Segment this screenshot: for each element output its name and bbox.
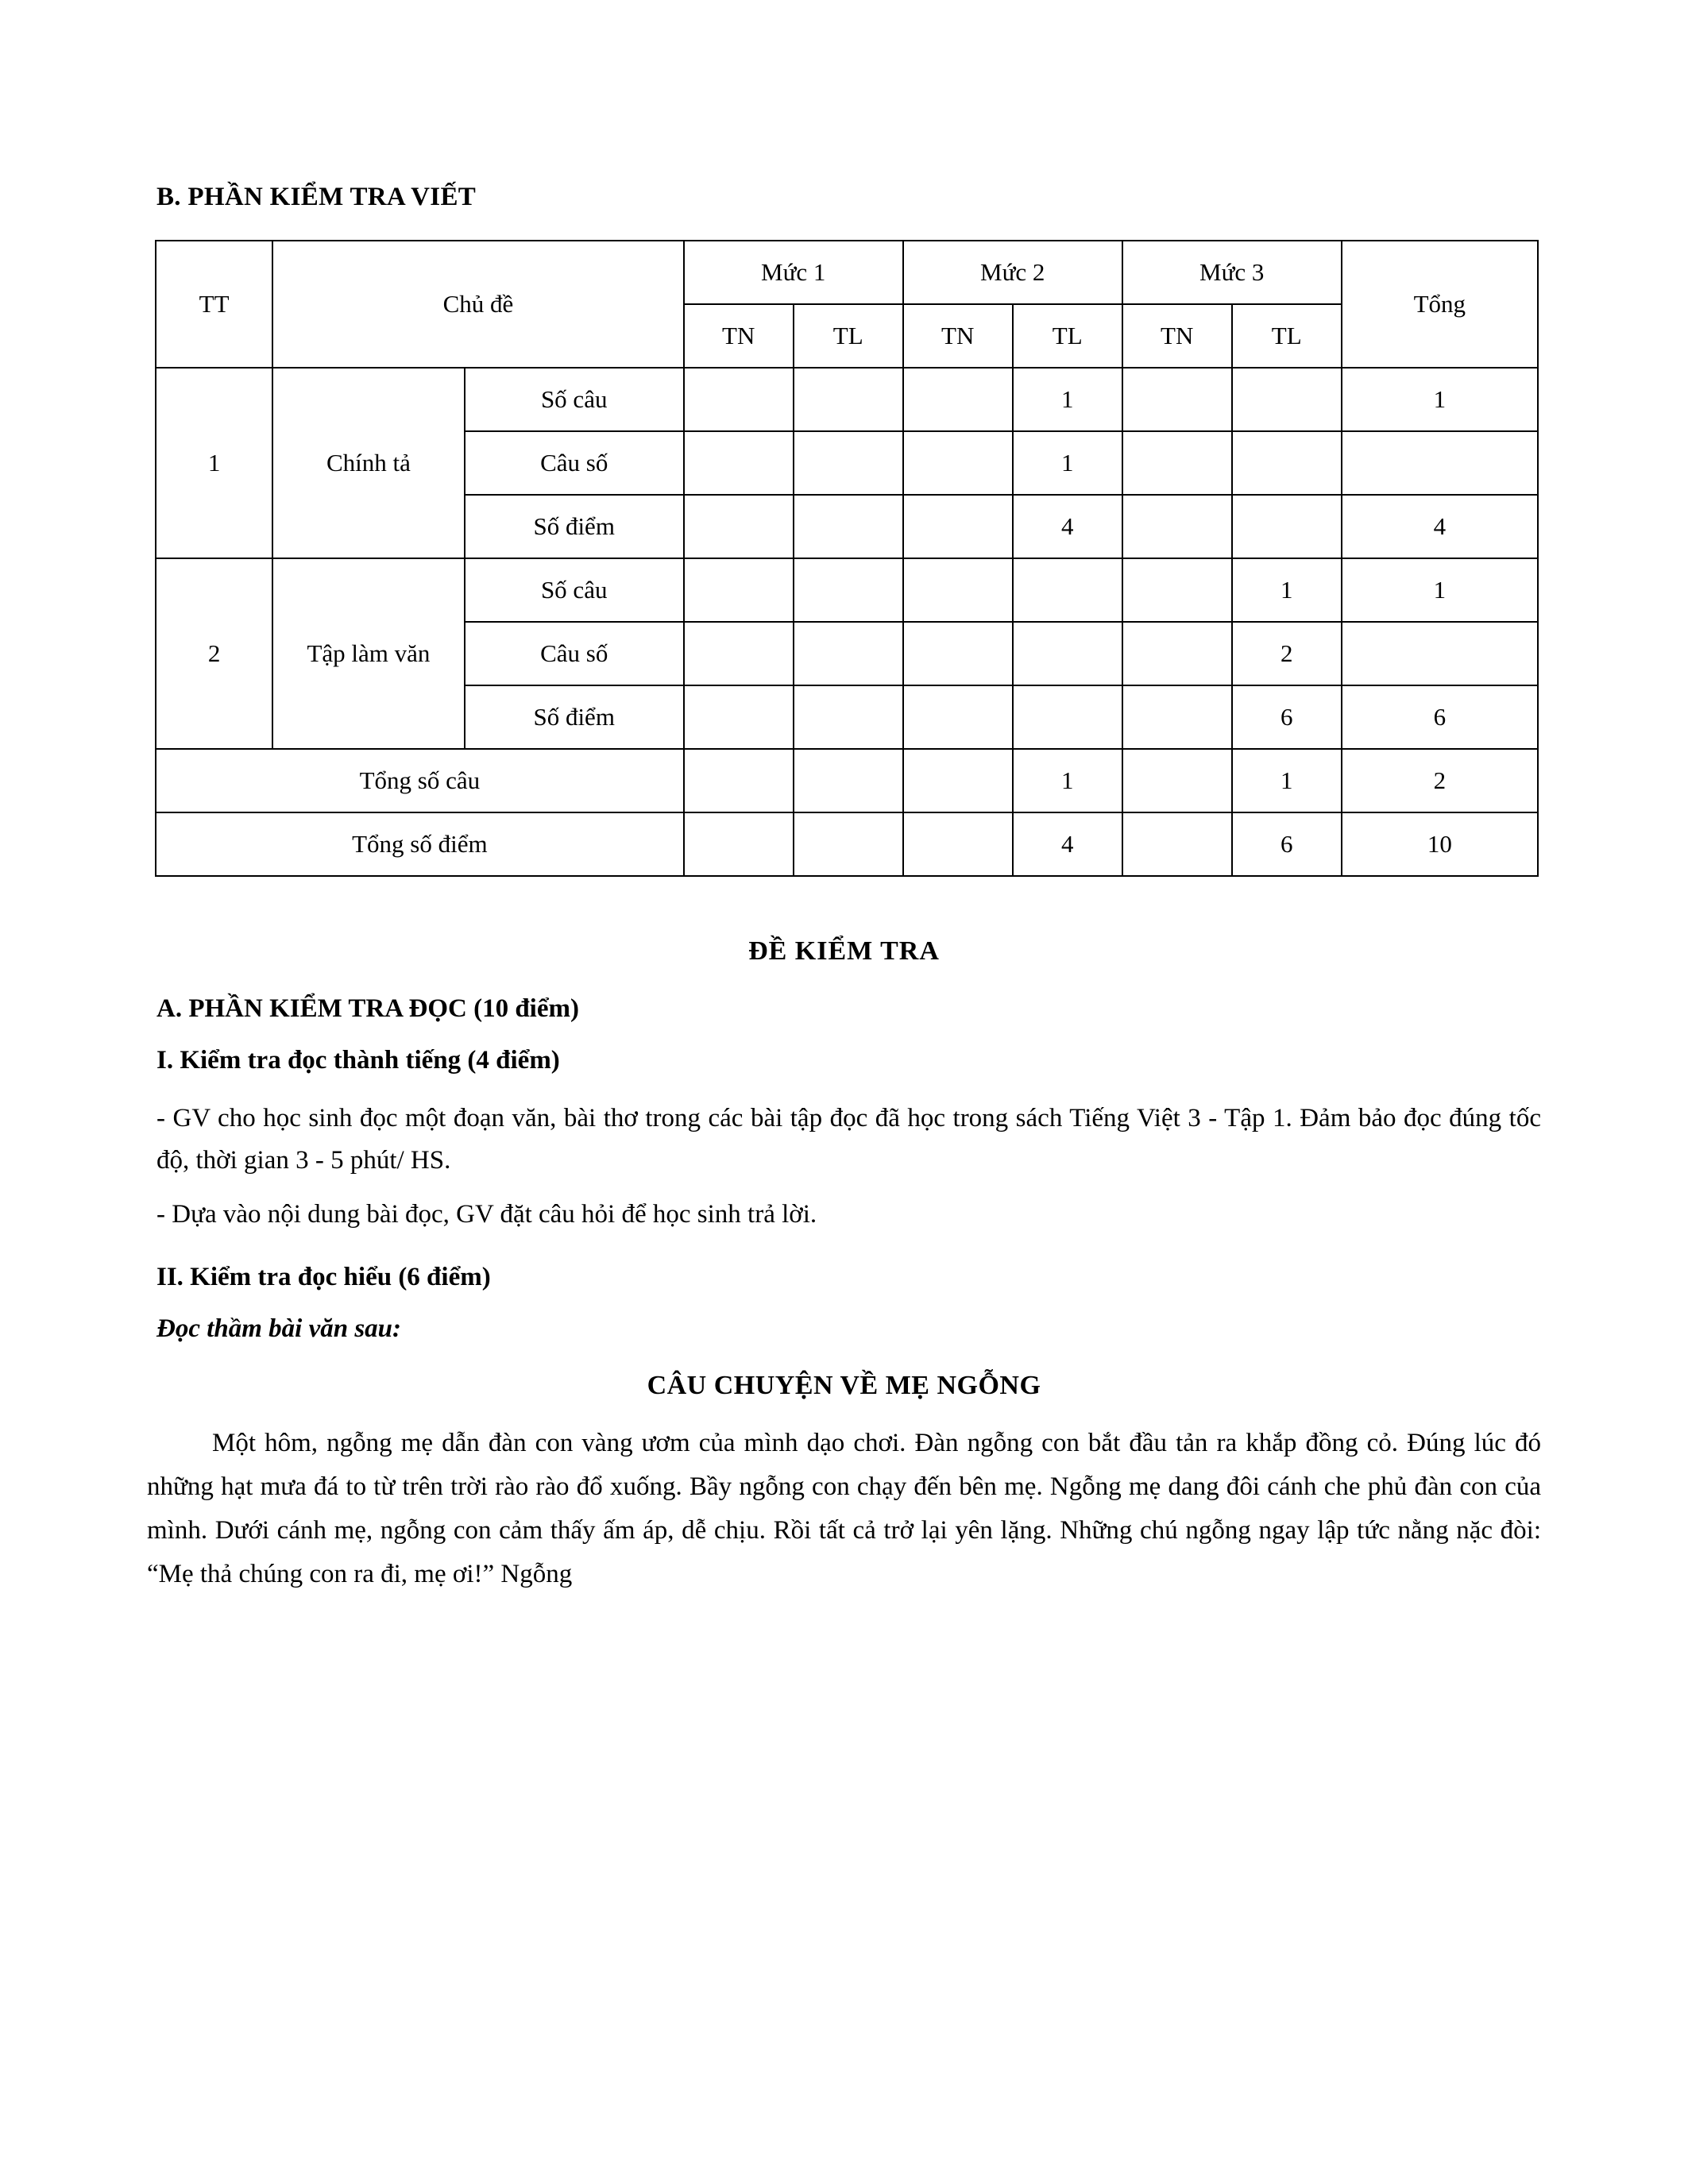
assessment-matrix-table xyxy=(155,240,1539,877)
part-a-section-i-paragraph-1: - GV cho học sinh đọc một đoạn văn, bài thơ trong các bài tập đọc đã học trong sách Tiếng Việt 3 - Tập 1. Đảm bảo đọc đúng tốc độ, thời gian 3 - 5 phút/ HS. xyxy=(156,1104,1541,1175)
row2-line2-m2tn xyxy=(903,622,1013,685)
part-a-section-i-heading: I. Kiểm tra đọc thành tiếng (4 điểm) xyxy=(156,1046,560,1075)
row1-tt: 1 xyxy=(156,368,272,558)
story-body xyxy=(147,1422,1541,1596)
row2-line2-m2tl xyxy=(1013,622,1122,685)
row1-line1-m1tl xyxy=(794,368,903,431)
row2-tt: 2 xyxy=(156,558,272,749)
row2-line1-m1tl xyxy=(794,558,903,622)
row2-line2-m3tl: 2 xyxy=(1232,622,1342,685)
row1-subject: Chính tả xyxy=(272,368,465,558)
row2-line3-m2tn xyxy=(903,685,1013,749)
header-muc2: Mức 2 xyxy=(903,241,1122,304)
row1-line3-label: Số điểm xyxy=(465,495,684,558)
story-title: CÂU CHUYỆN VỀ MẸ NGỖNG xyxy=(647,1371,1041,1401)
total-diem-m3tn xyxy=(1122,812,1232,876)
story-paragraph: Một hôm, ngỗng mẹ dẫn đàn con vàng ươm của mình dạo chơi. Đàn ngỗng con bắt đầu tản ra khắp đồng cỏ. Đúng lúc đó những hạt mưa đá to từ trên trời rào rào đổ xuống. Bầy ngỗng con chạy đến bên mẹ. Ngỗng mẹ dang đôi cánh che phủ đàn con của mình. Dưới cánh mẹ, ngỗng con cảm thấy ấm áp, dễ chịu. Rồi tất cả trở lại yên lặng. Những chú ngỗng ngay lập tức nằng nặc đòi: “Mẹ thả chúng con ra đi, mẹ ơi!” Ngỗng xyxy=(147,1429,1541,1588)
row2-line3-m2tl xyxy=(1013,685,1122,749)
row2-line3-tong: 6 xyxy=(1342,685,1538,749)
row1-line2-m1tn xyxy=(684,431,794,495)
total-diem-m3tl: 6 xyxy=(1232,812,1342,876)
row1-line1-m3tl xyxy=(1232,368,1342,431)
row1-line3-m1tn xyxy=(684,495,794,558)
row2-line3-label: Số điểm xyxy=(465,685,684,749)
header-muc3-tl: TL xyxy=(1232,304,1342,368)
table-header-row-1 xyxy=(156,241,1538,304)
total-diem-label: Tổng số điểm xyxy=(156,812,684,876)
row2-line3-m3tl: 6 xyxy=(1232,685,1342,749)
row2-line1-tong: 1 xyxy=(1342,558,1538,622)
row1-line2-tong xyxy=(1342,431,1538,495)
header-tt: TT xyxy=(156,241,272,368)
row1-line2-m3tn xyxy=(1122,431,1232,495)
row2-line1-m3tl: 1 xyxy=(1232,558,1342,622)
row2-line1-m2tl xyxy=(1013,558,1122,622)
total-cau-m1tn xyxy=(684,749,794,812)
table-row xyxy=(156,558,1538,622)
total-cau-m3tn xyxy=(1122,749,1232,812)
total-diem-m1tl xyxy=(794,812,903,876)
total-cau-label: Tổng số câu xyxy=(156,749,684,812)
header-muc2-tn: TN xyxy=(903,304,1013,368)
section-b-heading: B. PHẦN KIỂM TRA VIẾT xyxy=(156,183,477,211)
row2-line1-label: Số câu xyxy=(465,558,684,622)
row2-line2-label: Câu số xyxy=(465,622,684,685)
row1-line3-m3tn xyxy=(1122,495,1232,558)
row1-line1-m2tn xyxy=(903,368,1013,431)
row1-line3-m2tl: 4 xyxy=(1013,495,1122,558)
header-chude: Chủ đề xyxy=(272,241,684,368)
row2-line2-m1tl xyxy=(794,622,903,685)
total-diem-m1tn xyxy=(684,812,794,876)
table-total-row xyxy=(156,749,1538,812)
row1-line2-m2tn xyxy=(903,431,1013,495)
header-muc3: Mức 3 xyxy=(1122,241,1342,304)
row1-line1-m3tn xyxy=(1122,368,1232,431)
total-cau-tong: 2 xyxy=(1342,749,1538,812)
row2-line3-m3tn xyxy=(1122,685,1232,749)
row2-line2-m3tn xyxy=(1122,622,1232,685)
header-muc1-tn: TN xyxy=(684,304,794,368)
row1-line2-label: Câu số xyxy=(465,431,684,495)
exam-title: ĐỀ KIỂM TRA xyxy=(748,936,940,966)
total-diem-m2tn xyxy=(903,812,1013,876)
header-tong: Tổng xyxy=(1342,241,1538,368)
table-row xyxy=(156,368,1538,431)
row1-line3-m2tn xyxy=(903,495,1013,558)
row1-line2-m2tl: 1 xyxy=(1013,431,1122,495)
header-muc1-tl: TL xyxy=(794,304,903,368)
row1-line1-m1tn xyxy=(684,368,794,431)
row2-line3-m1tl xyxy=(794,685,903,749)
row2-line2-m1tn xyxy=(684,622,794,685)
part-a-section-ii-heading: II. Kiểm tra đọc hiểu (6 điểm) xyxy=(156,1263,491,1292)
total-cau-m2tl: 1 xyxy=(1013,749,1122,812)
row2-line1-m3tn xyxy=(1122,558,1232,622)
total-cau-m1tl xyxy=(794,749,903,812)
row2-line1-m2tn xyxy=(903,558,1013,622)
header-muc1: Mức 1 xyxy=(684,241,903,304)
row1-line1-label: Số câu xyxy=(465,368,684,431)
row1-line3-m3tl xyxy=(1232,495,1342,558)
table-total-row xyxy=(156,812,1538,876)
row2-line2-tong xyxy=(1342,622,1538,685)
part-a-heading: A. PHẦN KIỂM TRA ĐỌC (10 điểm) xyxy=(156,994,579,1023)
part-a-section-i-paragraph-2: - Dựa vào nội dung bài đọc, GV đặt câu hỏi để học sinh trả lời. xyxy=(156,1199,817,1229)
row1-line3-tong: 4 xyxy=(1342,495,1538,558)
row1-line2-m3tl xyxy=(1232,431,1342,495)
row2-line1-m1tn xyxy=(684,558,794,622)
total-cau-m2tn xyxy=(903,749,1013,812)
header-muc2-tl: TL xyxy=(1013,304,1122,368)
row1-line1-m2tl: 1 xyxy=(1013,368,1122,431)
row1-line3-m1tl xyxy=(794,495,903,558)
total-diem-m2tl: 4 xyxy=(1013,812,1122,876)
header-muc3-tn: TN xyxy=(1122,304,1232,368)
row1-line2-m1tl xyxy=(794,431,903,495)
total-diem-tong: 10 xyxy=(1342,812,1538,876)
doc-tham-instruction: Đọc thầm bài văn sau: xyxy=(156,1314,402,1344)
row1-line1-tong: 1 xyxy=(1342,368,1538,431)
row2-subject: Tập làm văn xyxy=(272,558,465,749)
total-cau-m3tl: 1 xyxy=(1232,749,1342,812)
row2-line3-m1tn xyxy=(684,685,794,749)
